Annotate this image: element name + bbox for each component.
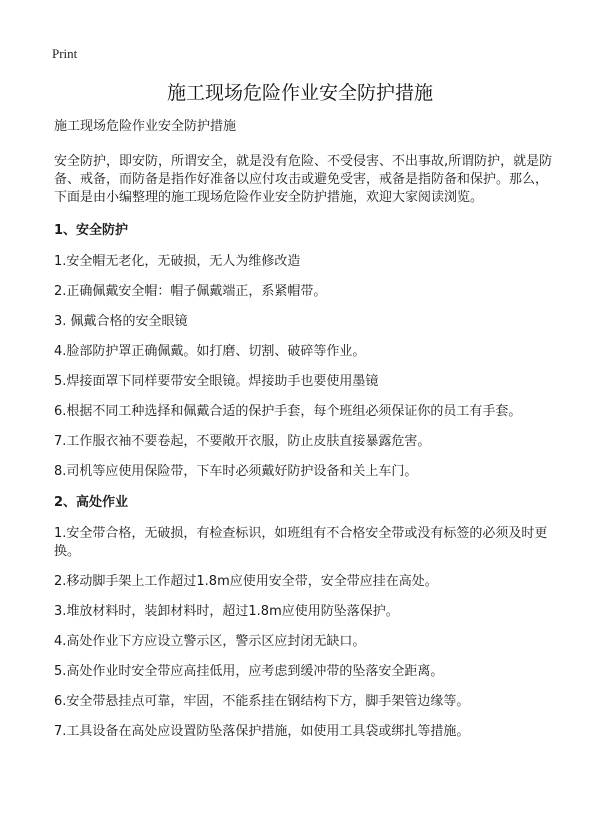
list-item: 6.安全带悬挂点可靠，牢固，不能系挂在钢结构下方，脚手架管边缘等。 — [54, 694, 470, 709]
list-item: 6.根据不同工种选择和佩戴合适的保护手套，每个班组必须保证你的员工有手套。 — [54, 404, 522, 419]
list-item: 3.堆放材料时，装卸材料时，超过1.8m应使用防坠落保护。 — [54, 604, 399, 619]
article-body — [54, 117, 554, 753]
section-work-at-height — [54, 493, 554, 741]
list-item: 8.司机等应使用保险带，下车时必须戴好防护设备和关上车门。 — [54, 464, 418, 479]
list-item: 3. 佩戴合格的安全眼镜 — [54, 314, 188, 329]
list-item: 4.脸部防护罩正确佩戴。如打磨、切割、破碎等作业。 — [54, 344, 366, 359]
list-item: 1.安全帽无老化，无破损，无人为维修改造 — [54, 254, 301, 269]
print-link[interactable]: Print — [52, 46, 78, 61]
page-title: 施工现场危险作业安全防护措施 — [166, 82, 433, 104]
intro-paragraph: 安全防护，即安防，所谓安全，就是没有危险、不受侵害、不出事故,所谓防护，就是防备、戒备，而防备是指作好准备以应付攻击或避免受害，戒备是指防备和保护。那么，下面是由小编整理的施工现场危险作业安全防护措施，欢迎大家阅读浏览。 — [54, 154, 553, 205]
list-item: 5.焊接面罩下同样要带安全眼镜。焊接助手也要使用墨镜 — [54, 374, 379, 389]
list-item: 5.高处作业时安全带应高挂低用，应考虑到缓冲带的坠落安全距离。 — [54, 664, 444, 679]
section-heading: 1、安全防护 — [54, 223, 129, 238]
section-heading: 2、高处作业 — [54, 495, 129, 510]
list-item: 7.工具设备在高处应设置防坠落保护措施，如使用工具袋或绑扎等措施。 — [54, 724, 470, 739]
list-item: 7.工作服衣袖不要卷起，不要敞开衣服，防止皮肤直接暴露危害。 — [54, 434, 431, 449]
article-subtitle: 施工现场危险作业安全防护措施 — [54, 119, 237, 134]
section-safety-protection — [54, 221, 554, 481]
list-item: 1.安全带合格，无破损，有检查标识，如班组有不合格安全带或没有标签的必须及时更换。 — [54, 526, 548, 559]
list-item: 4.高处作业下方应设立警示区，警示区应封闭无缺口。 — [54, 634, 366, 649]
list-item: 2.移动脚手架上工作超过1.8m应使用安全带，安全带应挂在高处。 — [54, 574, 438, 589]
list-item: 2.正确佩戴安全帽：帽子佩戴端正，系紧帽带。 — [54, 284, 327, 299]
